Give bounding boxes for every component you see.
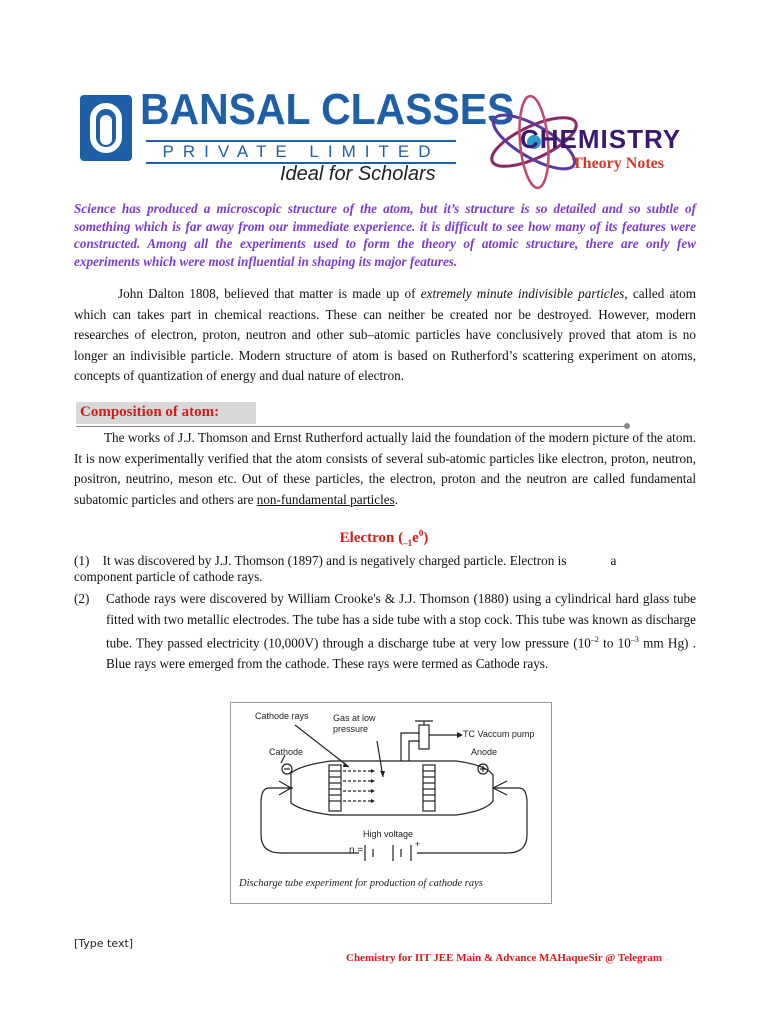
list-item-1 [74, 553, 696, 585]
electron-heading-close: ) [423, 530, 429, 546]
footer-credit: Chemistry for IIT JEE Main & Advance MAHaqueSir @ Telegram [346, 952, 663, 964]
label-pressure: pressure [333, 724, 369, 734]
label-cathode: Cathode [269, 747, 304, 757]
dalton-text-b: , called atom which can takes part in chemical reactions. These can neither be created nor be destroyed. However, modern researches of electron, proton, neutron and other sub–atomic particles have conclusively proved that atom is no longer an indivisible particle. Modern structure of atom is based on Rutherford’s scattering experiment on atoms, concepts of quantization of energy and dual nature of electron. [74, 286, 697, 383]
list-item-2-sup1: –2 [590, 635, 599, 644]
label-vacuum-pump: TC Vaccum pump [463, 729, 535, 739]
list-item-1-gap: a [610, 553, 617, 568]
composition-text-a: The works of J.J. Thomson and Ernst Rutherford actually laid the foundation of the modern picture of the atom. It is now experimentally verified that the atom consists of several sub-atomic particles like electron, proton, neutron, positron, neutrino, meson etc. Out of these particles, the electron, proton and the neutron are called fundamental subatomic particles and others are [74, 430, 696, 507]
theory-notes-text: Theory Notes [572, 155, 664, 172]
dalton-text-em: extremely minute indivisible particles [420, 286, 625, 301]
label-high-voltage: High voltage [363, 829, 414, 839]
section-divider [76, 426, 628, 427]
brand-title: BANSAL CLASSES [140, 85, 515, 134]
list-item-2-sup2: –3 [630, 635, 639, 644]
list-item-2-text-mid: to 10 [598, 635, 631, 651]
electron-heading [0, 528, 768, 548]
list-number-2: (2) [74, 591, 90, 606]
discharge-tube-diagram [230, 702, 552, 904]
list-item-1-text-a: It was discovered by J.J. Thomson (1897) and is negatively charged particle. Electron is [102, 553, 567, 568]
list-item-2-text-a: Cathode rays were discovered by William Crooke's & J.J. Thomson (1880) using a cylindrical hard glass tube fitted with two metallic electrodes. The tube has a side tube with a stop cock. This tube was known as discharge tube. They passed electricity (10,000V) through a discharge tube at very low pressure (10 [106, 591, 696, 651]
diagram-caption: Discharge tube experiment for production of cathode rays [239, 878, 483, 889]
electron-symbol: e [412, 530, 419, 546]
list-item-2-text-b: mm Hg) . Blue rays were emerged from the cathode. These rays were termed as Cathode rays. [106, 635, 696, 671]
chemistry-logo-text: CHEMISTRY [520, 124, 682, 154]
electron-superscript: 0 [418, 528, 424, 538]
composition-text-underlined: non-fundamental particles [256, 491, 395, 507]
intro-paragraph: Science has produced a microscopic structure of the atom, but it’s structure is so detailed and so subtle of something which is far away from our immediate experience. it is difficult to see how many of its features were constructed. Among all the experiments used to form the theory of atomic structure, there are only few experiments which were most influential in shaping its major features. [74, 201, 696, 269]
composition-paragraph [74, 428, 696, 510]
section-heading: Composition of atom: [80, 404, 220, 420]
label-anode: Anode [471, 747, 498, 757]
brand-tagline: Ideal for Scholars [280, 163, 436, 185]
footer-placeholder: [Type text] [74, 937, 134, 950]
dalton-text-a: John Dalton 1808, believed that matter is made up of [118, 286, 421, 301]
label-cathode-rays: Cathode rays [255, 711, 309, 721]
bansal-logo-icon [80, 95, 132, 161]
list-item-1-text-b: component particle of cathode rays. [74, 569, 263, 584]
list-number-1: (1) [74, 553, 90, 568]
label-plus: + [415, 839, 421, 849]
brand-subtitle: PRIVATE LIMITED [146, 140, 456, 164]
electron-heading-text: Electron ( [339, 530, 404, 546]
label-n: n = [349, 845, 364, 856]
composition-text-b: . [394, 491, 399, 507]
label-gas-low: Gas at low [333, 713, 376, 723]
dalton-paragraph [74, 284, 696, 387]
electron-subscript: –1 [403, 538, 413, 548]
